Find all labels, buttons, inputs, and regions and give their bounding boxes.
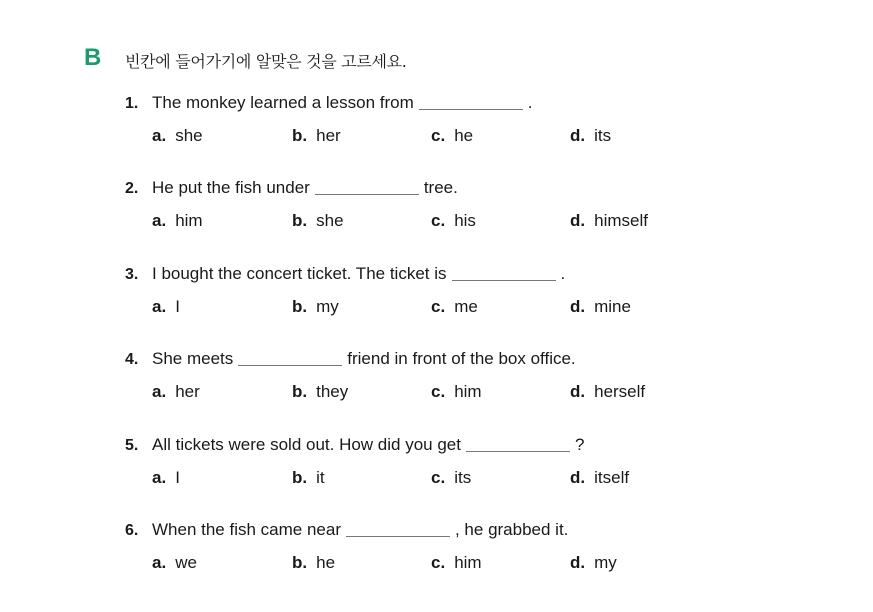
question-line: [125, 520, 725, 540]
answer-blank[interactable]: [466, 437, 570, 452]
question-text-after: tree.: [423, 178, 458, 197]
option-text: himself: [594, 211, 648, 230]
option-letter: a.: [152, 382, 167, 401]
answer-options: [152, 126, 752, 150]
answer-options: [152, 553, 752, 577]
option-text: him: [454, 382, 482, 401]
answer-options: [152, 382, 752, 406]
option-letter: a.: [152, 468, 167, 487]
question-5: [125, 435, 725, 487]
question-number: 1.: [125, 95, 139, 112]
question-line: [125, 435, 725, 455]
section-instruction: 빈칸에 들어가기에 알맞은 것을 고르세요.: [125, 52, 407, 71]
option-letter: d.: [570, 468, 586, 487]
answer-blank[interactable]: [238, 351, 342, 366]
option-text: its: [454, 468, 472, 487]
option-text: he: [454, 126, 474, 145]
option-text: they: [316, 382, 349, 401]
question-text-before: All tickets were sold out. How did you get: [152, 435, 461, 454]
question-number: 5.: [125, 437, 139, 454]
question-number: 3.: [125, 266, 139, 283]
answer-blank[interactable]: [419, 95, 523, 110]
answer-option[interactable]: [292, 297, 339, 317]
option-text: we: [175, 553, 197, 572]
question-1: [125, 93, 725, 145]
answer-blank[interactable]: [315, 180, 419, 195]
option-letter: c.: [431, 468, 446, 487]
question-number: 6.: [125, 522, 139, 539]
option-letter: d.: [570, 126, 586, 145]
option-letter: c.: [431, 211, 446, 230]
answer-options: [152, 211, 752, 235]
question-text-after: .: [560, 264, 566, 283]
question-line: [125, 178, 725, 198]
option-text: I: [175, 468, 180, 487]
option-text: herself: [594, 382, 646, 401]
option-text: it: [316, 468, 325, 487]
answer-option[interactable]: [431, 468, 471, 488]
question-text-before: I bought the concert ticket. The ticket is: [152, 264, 447, 283]
option-letter: c.: [431, 553, 446, 572]
option-letter: d.: [570, 553, 586, 572]
answer-option[interactable]: [431, 382, 482, 402]
answer-option[interactable]: [292, 126, 341, 146]
option-letter: b.: [292, 211, 308, 230]
option-text: she: [175, 126, 203, 145]
answer-option[interactable]: [152, 468, 180, 488]
option-text: her: [175, 382, 200, 401]
option-text: I: [175, 297, 180, 316]
question-text-before: He put the fish under: [152, 178, 310, 197]
answer-option[interactable]: [292, 382, 348, 402]
answer-options: [152, 468, 752, 492]
option-letter: b.: [292, 468, 308, 487]
option-text: his: [454, 211, 476, 230]
option-letter: d.: [570, 211, 586, 230]
answer-option[interactable]: [570, 211, 648, 231]
option-text: my: [316, 297, 339, 316]
answer-options: [152, 297, 752, 321]
answer-option[interactable]: [431, 553, 482, 573]
question-text-after: ?: [574, 435, 585, 454]
answer-blank[interactable]: [452, 266, 556, 281]
question-line: [125, 264, 725, 284]
question-line: [125, 349, 725, 369]
option-letter: d.: [570, 382, 586, 401]
option-letter: b.: [292, 553, 308, 572]
answer-option[interactable]: [292, 553, 335, 573]
option-letter: a.: [152, 297, 167, 316]
question-text-before: The monkey learned a lesson from: [152, 93, 414, 112]
option-letter: d.: [570, 297, 586, 316]
question-number: 4.: [125, 351, 139, 368]
answer-option[interactable]: [292, 468, 325, 488]
option-letter: b.: [292, 126, 308, 145]
option-text: itself: [594, 468, 630, 487]
question-text-after: .: [527, 93, 533, 112]
answer-option[interactable]: [292, 211, 344, 231]
answer-option[interactable]: [570, 553, 617, 573]
question-text-after: , he grabbed it.: [454, 520, 569, 539]
question-text-after: friend in front of the box office.: [347, 349, 576, 368]
option-letter: c.: [431, 382, 446, 401]
question-3: [125, 264, 725, 316]
option-letter: b.: [292, 382, 308, 401]
answer-option[interactable]: [570, 382, 645, 402]
option-text: her: [316, 126, 341, 145]
answer-option[interactable]: [152, 297, 180, 317]
answer-option[interactable]: [570, 468, 629, 488]
answer-blank[interactable]: [346, 522, 450, 537]
option-text: its: [594, 126, 612, 145]
answer-option[interactable]: [431, 126, 473, 146]
option-text: my: [594, 553, 617, 572]
option-text: he: [316, 553, 336, 572]
answer-option[interactable]: [152, 382, 200, 402]
option-text: him: [175, 211, 203, 230]
option-letter: a.: [152, 211, 167, 230]
section-letter: B: [84, 44, 102, 71]
answer-option[interactable]: [431, 211, 476, 231]
answer-option[interactable]: [152, 126, 203, 146]
option-letter: c.: [431, 297, 446, 316]
option-letter: c.: [431, 126, 446, 145]
option-text: me: [454, 297, 478, 316]
answer-option[interactable]: [570, 297, 631, 317]
question-4: [125, 349, 725, 401]
answer-option[interactable]: [570, 126, 611, 146]
answer-option[interactable]: [431, 297, 478, 317]
answer-option[interactable]: [152, 211, 203, 231]
answer-option[interactable]: [152, 553, 197, 573]
question-text-before: When the fish came near: [152, 520, 341, 539]
question-text-before: She meets: [152, 349, 234, 368]
option-text: she: [316, 211, 344, 230]
option-letter: b.: [292, 297, 308, 316]
option-letter: a.: [152, 553, 167, 572]
option-text: mine: [594, 297, 631, 316]
option-letter: a.: [152, 126, 167, 145]
question-6: [125, 520, 725, 572]
question-line: [125, 93, 725, 113]
question-2: [125, 178, 725, 230]
question-number: 2.: [125, 180, 139, 197]
option-text: him: [454, 553, 482, 572]
